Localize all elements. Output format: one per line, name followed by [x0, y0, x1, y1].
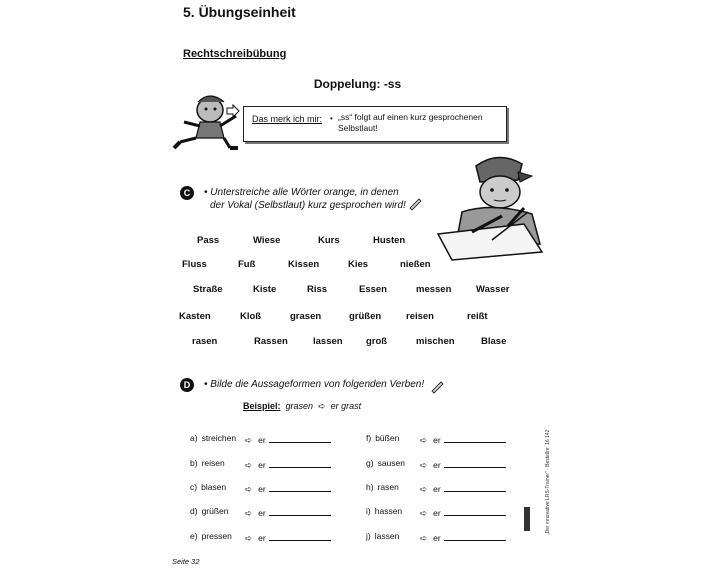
word-item: Husten	[373, 235, 406, 246]
answer-blank[interactable]	[269, 506, 331, 516]
word-item: grüßen	[349, 311, 382, 322]
word-item: Straße	[193, 284, 223, 295]
exercise-item	[366, 482, 399, 492]
exercise-item	[366, 458, 405, 468]
answer-blank[interactable]	[444, 458, 506, 468]
item-verb: lassen	[374, 531, 400, 541]
item-letter: h)	[366, 482, 374, 492]
section-d-instruction	[204, 378, 424, 391]
pronoun: er	[433, 460, 441, 470]
word-item: Kiste	[253, 284, 277, 295]
section-c-instruction-line1: Unterstreiche alle Wörter orange, in denen	[210, 187, 399, 198]
exercise-item	[190, 433, 236, 443]
answer-blank[interactable]	[269, 433, 331, 443]
word-item: Kloß	[240, 311, 262, 322]
pronoun: er	[433, 508, 441, 518]
rule-label: Das merk ich mir:	[252, 114, 323, 124]
answer-field[interactable]	[420, 433, 506, 446]
word-item: Essen	[359, 284, 387, 295]
subtitle: Rechtschreibübung	[183, 48, 287, 60]
example-answer: er grast	[330, 401, 362, 411]
item-verb: hassen	[374, 506, 403, 516]
word-item: grasen	[290, 311, 322, 322]
arrow-icon: ➪	[420, 508, 428, 518]
answer-field[interactable]	[245, 506, 331, 519]
arrow-icon: ➪	[245, 484, 253, 494]
arrow-icon: ➪	[420, 533, 428, 543]
section-d-instruction-text: Bilde die Aussageformen von folgenden Verben!	[210, 379, 425, 390]
word-item: Fluss	[182, 259, 207, 270]
section-heading: Doppelung: -ss	[313, 77, 402, 91]
item-verb: streichen	[201, 433, 237, 443]
answer-field[interactable]	[420, 506, 506, 519]
answer-blank[interactable]	[444, 482, 506, 492]
answer-field[interactable]	[245, 433, 331, 446]
word-item: lassen	[313, 336, 343, 347]
answer-blank[interactable]	[444, 506, 506, 516]
item-verb: blasen	[201, 482, 227, 492]
item-letter: e)	[190, 531, 198, 541]
item-letter: a)	[190, 433, 198, 443]
pencil-icon	[408, 196, 422, 210]
bullet-icon: •	[330, 114, 333, 123]
page-title: 5. Übungseinheit	[183, 4, 296, 20]
word-item: reisen	[406, 311, 434, 322]
exercise-item	[366, 433, 399, 443]
bullet-icon: •	[204, 379, 208, 390]
rule-text: „ss“ folgt auf einen kurz gesprochenen Selbstlaut!	[338, 112, 483, 133]
exercise-item	[190, 458, 225, 468]
word-item: reißt	[467, 311, 488, 322]
answer-blank[interactable]	[269, 531, 331, 541]
arrow-icon: ➪	[420, 484, 428, 494]
running-boy-illustration	[170, 92, 240, 150]
example-verb: grasen	[285, 401, 314, 411]
exercise-item	[190, 506, 229, 516]
pronoun: er	[258, 435, 266, 445]
publisher-logo	[522, 505, 532, 533]
writing-boy-illustration	[432, 152, 550, 262]
example	[243, 401, 361, 412]
word-item: Blase	[481, 336, 507, 347]
word-item: Pass	[197, 235, 220, 246]
page-number: Seite 32	[172, 557, 200, 566]
item-letter: c)	[190, 482, 198, 492]
answer-field[interactable]	[245, 531, 331, 544]
item-verb: rasen	[377, 482, 399, 492]
word-item: Wiese	[253, 235, 281, 246]
word-item: Kies	[348, 259, 369, 270]
pronoun: er	[258, 460, 266, 470]
arrow-icon: ➪	[318, 401, 326, 411]
item-letter: g)	[366, 458, 374, 468]
section-c-instruction	[204, 186, 406, 212]
section-d-badge: D	[180, 378, 194, 392]
arrow-icon: ➪	[245, 435, 253, 445]
section-c-badge: C	[180, 186, 194, 200]
answer-field[interactable]	[245, 458, 331, 471]
side-publisher-text	[545, 370, 555, 540]
item-verb: grüßen	[201, 506, 229, 516]
answer-blank[interactable]	[444, 433, 506, 443]
word-item: rasen	[192, 336, 218, 347]
pronoun: er	[433, 484, 441, 494]
side-text: „Der innovative LRS-Trainer“ · Bestellnr. 16 142	[545, 429, 551, 535]
item-letter: d)	[190, 506, 198, 516]
answer-field[interactable]	[420, 482, 506, 495]
word-item: Kissen	[288, 259, 320, 270]
rule-box	[243, 106, 507, 142]
word-item: groß	[366, 336, 388, 347]
section-c-instruction-line2: der Vokal (Selbstlaut) kurz gesprochen wird!	[210, 200, 406, 211]
arrow-icon: ➪	[245, 460, 253, 470]
pronoun: er	[433, 533, 441, 543]
arrow-icon: ➪	[245, 508, 253, 518]
pronoun: er	[258, 508, 266, 518]
item-letter: j)	[366, 531, 371, 541]
item-letter: b)	[190, 458, 198, 468]
item-verb: reisen	[201, 458, 225, 468]
exercise-item	[190, 531, 232, 541]
word-item: mischen	[416, 336, 455, 347]
pronoun: er	[433, 435, 441, 445]
word-item: Rassen	[254, 336, 288, 347]
exercise-item	[366, 506, 402, 516]
item-letter: i)	[366, 506, 371, 516]
item-verb: büßen	[375, 433, 400, 443]
answer-blank[interactable]	[269, 458, 331, 468]
arrow-icon: ➪	[245, 533, 253, 543]
arrow-icon: ➪	[420, 460, 428, 470]
pencil-icon	[430, 379, 444, 393]
answer-blank[interactable]	[269, 482, 331, 492]
arrow-icon	[226, 104, 240, 118]
answer-field[interactable]	[420, 531, 506, 544]
example-label: Beispiel:	[243, 401, 281, 411]
word-item: Kurs	[318, 235, 340, 246]
answer-field[interactable]	[420, 458, 506, 471]
word-item: messen	[416, 284, 452, 295]
arrow-icon: ➪	[420, 435, 428, 445]
word-item: nießen	[400, 259, 431, 270]
pronoun: er	[258, 484, 266, 494]
bullet-icon: •	[204, 187, 208, 198]
pronoun: er	[258, 533, 266, 543]
word-item: Wasser	[476, 284, 510, 295]
answer-blank[interactable]	[444, 531, 506, 541]
exercise-item	[366, 531, 399, 541]
word-item: Fuß	[238, 259, 256, 270]
word-item: Riss	[307, 284, 328, 295]
word-item: Kasten	[179, 311, 211, 322]
answer-field[interactable]	[245, 482, 331, 495]
item-letter: f)	[366, 433, 372, 443]
exercise-item	[190, 482, 226, 492]
item-verb: pressen	[201, 531, 232, 541]
item-verb: sausen	[377, 458, 405, 468]
